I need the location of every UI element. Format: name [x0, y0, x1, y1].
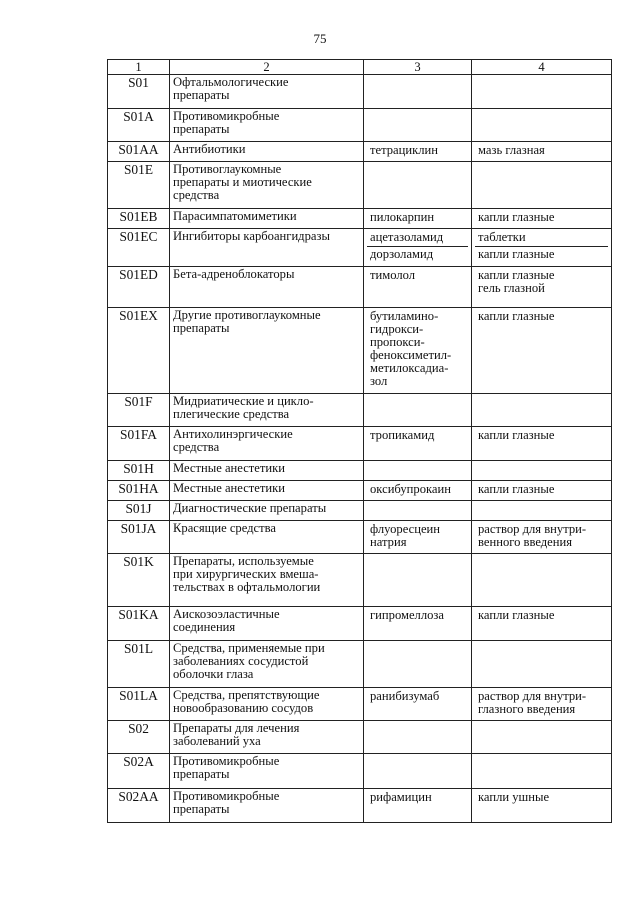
dosage-form-cell [472, 142, 612, 162]
atc-code-cell: S01 [108, 75, 170, 109]
table-row [108, 521, 612, 554]
column-header-2: 2 [170, 60, 364, 75]
forms-value: капли глазные гель глазной [478, 268, 555, 295]
drug-name-cell [364, 641, 472, 688]
forms-value: капли глазные [478, 309, 555, 323]
drug-name-cell [364, 308, 472, 394]
dosage-form-cell [472, 461, 612, 481]
drugs-value [367, 755, 468, 771]
table-row [108, 721, 612, 754]
atc-code-cell: S01J [108, 501, 170, 521]
drugs-value: флуоресцеин натрия [370, 522, 441, 549]
column-header-4: 4 [472, 60, 612, 75]
dosage-form-cell [472, 209, 612, 229]
drug-name-cell [364, 229, 472, 267]
table-row [108, 641, 612, 688]
drugs-value: ацетазоламид [370, 230, 444, 244]
table-body [108, 75, 612, 823]
group-name-cell: Средства, применяемые при заболеваниях сосудистой оболочки глаза [170, 641, 364, 688]
drugs-value: рифамицин [370, 790, 432, 804]
drugs-value [367, 555, 468, 571]
drugs-value: гипромеллоза [370, 608, 444, 622]
group-name-cell: Офтальмологические препараты [170, 75, 364, 109]
table-row [108, 461, 612, 481]
forms-value [475, 163, 608, 179]
dosage-form-cell [472, 267, 612, 308]
dosage-form-cell [472, 109, 612, 142]
atc-code-cell: S01JA [108, 521, 170, 554]
table-row [108, 554, 612, 607]
drugs-value: тетрациклин [370, 143, 438, 157]
group-name-cell: Противоглаукомные препараты и миотические средства [170, 162, 364, 209]
group-name-cell: Препараты для лечения заболеваний уха [170, 721, 364, 754]
drug-name-cell [364, 754, 472, 789]
dosage-form-cell [472, 162, 612, 209]
atc-code-cell: S01KA [108, 607, 170, 641]
drugs-value: тимолол [370, 268, 416, 282]
dosage-form-cell [472, 75, 612, 109]
table-row [108, 229, 612, 267]
atc-code-cell: S01FA [108, 427, 170, 461]
atc-code-cell: S01LA [108, 688, 170, 721]
drugs-value: пилокарпин [370, 210, 435, 224]
drug-name-cell [364, 688, 472, 721]
forms-value: раствор для внутри- венного введения [478, 522, 587, 549]
drug-name-cell [364, 142, 472, 162]
dosage-form-cell [472, 229, 612, 267]
forms-value: капли глазные [478, 428, 555, 442]
drugs-value [367, 395, 468, 411]
table-row [108, 501, 612, 521]
drugs-value: оксибупрокаин [370, 482, 451, 496]
table-header-row [108, 60, 612, 75]
dosage-form-cell [472, 501, 612, 521]
forms-value [475, 110, 608, 126]
drug-name-cell [364, 75, 472, 109]
drugs-value [367, 642, 468, 658]
atc-code-cell: S01ED [108, 267, 170, 308]
dosage-form-cell [472, 688, 612, 721]
forms-value: капли глазные [478, 608, 555, 622]
group-name-cell: Препараты, используемые при хирургических вмеша- тельствах в офтальмологии [170, 554, 364, 607]
table-row [108, 688, 612, 721]
table-row [108, 308, 612, 394]
drug-classification-table [107, 59, 612, 823]
table-row [108, 267, 612, 308]
table-row [108, 427, 612, 461]
atc-code-cell: S01K [108, 554, 170, 607]
group-name-cell: Другие противоглаукомные препараты [170, 308, 364, 394]
forms-value: капли глазные [475, 246, 608, 263]
group-name-cell: Противомикробные препараты [170, 109, 364, 142]
dosage-form-cell [472, 481, 612, 501]
atc-code-cell: S01E [108, 162, 170, 209]
drug-name-cell [364, 162, 472, 209]
drugs-value [367, 110, 468, 126]
drug-name-cell [364, 481, 472, 501]
forms-value: капли глазные [478, 482, 555, 496]
group-name-cell: Диагностические препараты [170, 501, 364, 521]
drugs-value [367, 76, 468, 92]
atc-code-cell: S01L [108, 641, 170, 688]
table-row [108, 789, 612, 823]
drug-name-cell [364, 521, 472, 554]
atc-code-cell: S01EB [108, 209, 170, 229]
group-name-cell: Парасимпатомиметики [170, 209, 364, 229]
forms-value: таблетки [478, 230, 526, 244]
dosage-form-cell [472, 308, 612, 394]
column-header-1: 1 [108, 60, 170, 75]
dosage-form-cell [472, 427, 612, 461]
group-name-cell: Средства, препятствующие новообразованию сосудов [170, 688, 364, 721]
group-name-cell: Аискозоэластичные соединения [170, 607, 364, 641]
group-name-cell: Антибиотики [170, 142, 364, 162]
atc-code-cell: S01AA [108, 142, 170, 162]
drugs-value: тропикамид [370, 428, 435, 442]
table-row [108, 162, 612, 209]
drug-name-cell [364, 427, 472, 461]
dosage-form-cell [472, 554, 612, 607]
dosage-form-cell [472, 607, 612, 641]
group-name-cell: Местные анестетики [170, 461, 364, 481]
forms-value [475, 395, 608, 411]
table-row [108, 481, 612, 501]
forms-value [475, 76, 608, 92]
group-name-cell: Антихолинэргические средства [170, 427, 364, 461]
drug-name-cell [364, 721, 472, 754]
drug-name-cell [364, 554, 472, 607]
drug-name-cell [364, 394, 472, 427]
dosage-form-cell [472, 721, 612, 754]
drug-name-cell [364, 501, 472, 521]
group-name-cell: Бета-адреноблокаторы [170, 267, 364, 308]
forms-value: мазь глазная [478, 143, 545, 157]
forms-value: капли ушные [478, 790, 550, 804]
forms-value [475, 755, 608, 771]
drugs-value: бутиламино- гидрокси- пропокси- феноксиметил- метилоксадиа- зол [370, 309, 452, 388]
table-row [108, 142, 612, 162]
atc-code-cell: S01EC [108, 229, 170, 267]
drug-name-cell [364, 109, 472, 142]
drugs-value [367, 722, 468, 738]
group-name-cell: Противомикробные препараты [170, 789, 364, 823]
atc-code-cell: S01F [108, 394, 170, 427]
table-row [108, 607, 612, 641]
drugs-value [367, 462, 468, 478]
drug-name-cell [364, 607, 472, 641]
atc-code-cell: S01EX [108, 308, 170, 394]
table-row [108, 209, 612, 229]
drugs-value [367, 502, 468, 518]
forms-value [475, 502, 608, 518]
group-name-cell: Местные анестетики [170, 481, 364, 501]
drug-name-cell [364, 209, 472, 229]
dosage-form-cell [472, 521, 612, 554]
forms-value [475, 555, 608, 571]
group-name-cell: Противомикробные препараты [170, 754, 364, 789]
atc-code-cell: S01H [108, 461, 170, 481]
atc-code-cell: S02 [108, 721, 170, 754]
atc-code-cell: S02A [108, 754, 170, 789]
forms-value [475, 722, 608, 738]
dosage-form-cell [472, 789, 612, 823]
drug-name-cell [364, 461, 472, 481]
atc-code-cell: S02AA [108, 789, 170, 823]
drugs-value [367, 163, 468, 179]
table-row [108, 754, 612, 789]
drug-name-cell [364, 789, 472, 823]
group-name-cell: Красящие средства [170, 521, 364, 554]
forms-value [475, 462, 608, 478]
atc-code-cell: S01HA [108, 481, 170, 501]
drugs-value: дорзоламид [367, 246, 468, 263]
drugs-value: ранибизумаб [370, 689, 440, 703]
atc-code-cell: S01A [108, 109, 170, 142]
table-row [108, 109, 612, 142]
dosage-form-cell [472, 394, 612, 427]
forms-value [475, 642, 608, 658]
dosage-form-cell [472, 641, 612, 688]
table-row [108, 394, 612, 427]
column-header-3: 3 [364, 60, 472, 75]
group-name-cell: Мидриатические и цикло- плегические средства [170, 394, 364, 427]
forms-value: капли глазные [478, 210, 555, 224]
page-number: 75 [313, 31, 327, 46]
forms-value: раствор для внутри- глазного введения [478, 689, 587, 716]
group-name-cell: Ингибиторы карбоангидразы [170, 229, 364, 267]
dosage-form-cell [472, 754, 612, 789]
drug-name-cell [364, 267, 472, 308]
table-row [108, 75, 612, 109]
